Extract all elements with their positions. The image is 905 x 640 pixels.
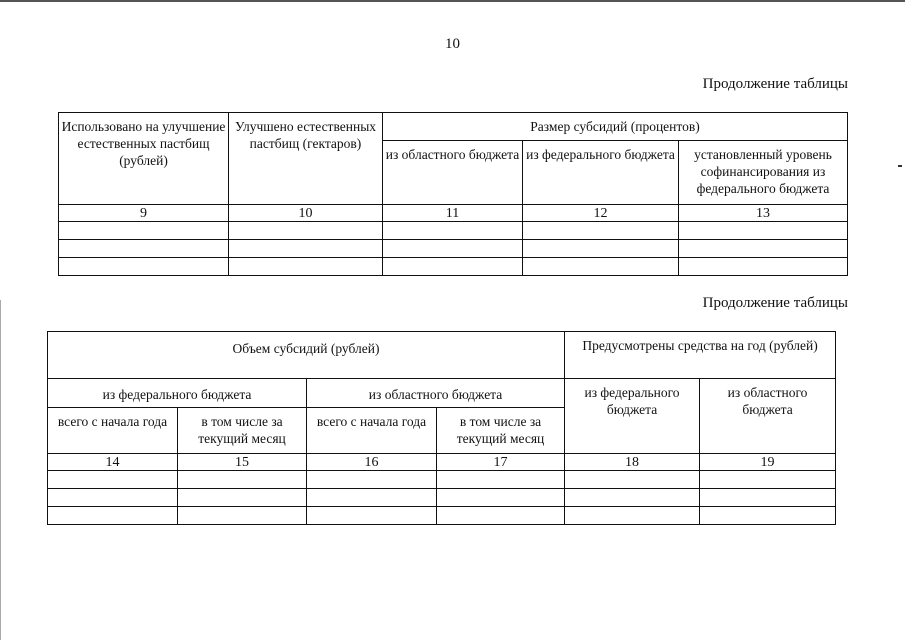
header-planned-regional: из областного бюджета bbox=[700, 379, 836, 454]
empty-cell bbox=[437, 489, 565, 507]
empty-cell bbox=[523, 240, 679, 258]
header-planned-funds: Предусмотрены средства на год (рублей) bbox=[565, 332, 836, 379]
empty-cell bbox=[48, 507, 178, 525]
empty-cell bbox=[437, 507, 565, 525]
empty-cell bbox=[700, 489, 836, 507]
empty-cell bbox=[383, 258, 523, 276]
empty-cell bbox=[383, 240, 523, 258]
empty-cell bbox=[48, 489, 178, 507]
empty-cell bbox=[229, 258, 383, 276]
column-number: 15 bbox=[178, 454, 307, 471]
column-number: 18 bbox=[565, 454, 700, 471]
empty-cell bbox=[679, 240, 848, 258]
header-subsidy-size: Размер субсидий (процентов) bbox=[383, 113, 848, 141]
empty-cell bbox=[229, 240, 383, 258]
empty-cell bbox=[523, 222, 679, 240]
empty-cell bbox=[178, 471, 307, 489]
empty-cell bbox=[383, 222, 523, 240]
empty-cell bbox=[565, 507, 700, 525]
scan-speck bbox=[898, 165, 902, 167]
empty-cell bbox=[48, 471, 178, 489]
empty-cell bbox=[178, 507, 307, 525]
empty-cell bbox=[307, 489, 437, 507]
table-row bbox=[59, 240, 848, 258]
subsidy-volume-table bbox=[47, 331, 836, 525]
header-used-on-improvement: Использовано на улучшение естественных пастбищ (рублей) bbox=[59, 113, 229, 205]
empty-cell bbox=[565, 489, 700, 507]
table-row bbox=[48, 471, 836, 489]
empty-cell bbox=[59, 258, 229, 276]
header-from-regional-budget: из областного бюджета bbox=[383, 141, 523, 205]
header-from-regional-budget: из областного бюджета bbox=[307, 379, 565, 408]
header-regional-total-since-start: всего с начала года bbox=[307, 408, 437, 454]
table-continuation-label-1: Продолжение таблицы bbox=[702, 76, 848, 92]
table-row bbox=[48, 507, 836, 525]
empty-cell bbox=[679, 222, 848, 240]
column-number: 19 bbox=[700, 454, 836, 471]
empty-cell bbox=[700, 507, 836, 525]
empty-cell bbox=[437, 471, 565, 489]
table-row bbox=[59, 222, 848, 240]
empty-cell bbox=[307, 507, 437, 525]
column-number: 14 bbox=[48, 454, 178, 471]
empty-cell bbox=[523, 258, 679, 276]
header-federal-total-since-start: всего с начала года bbox=[48, 408, 178, 454]
left-scan-edge bbox=[0, 300, 1, 640]
top-border-line bbox=[0, 0, 905, 2]
empty-cell bbox=[229, 222, 383, 240]
column-number: 13 bbox=[679, 205, 848, 222]
table-row bbox=[59, 258, 848, 276]
subsidy-size-table bbox=[58, 112, 848, 276]
table-row bbox=[48, 489, 836, 507]
header-cofinancing-level: установленный уровень софинансирования из федерального бюджета bbox=[679, 141, 848, 205]
column-number: 11 bbox=[383, 205, 523, 222]
empty-cell bbox=[307, 471, 437, 489]
column-number: 9 bbox=[59, 205, 229, 222]
empty-cell bbox=[700, 471, 836, 489]
empty-cell bbox=[679, 258, 848, 276]
header-from-federal-budget: из федерального бюджета bbox=[523, 141, 679, 205]
empty-cell bbox=[59, 222, 229, 240]
header-regional-current-month: в том числе за текущий месяц bbox=[437, 408, 565, 454]
empty-cell bbox=[59, 240, 229, 258]
header-planned-federal: из федерального бюджета bbox=[565, 379, 700, 454]
column-number: 10 bbox=[229, 205, 383, 222]
empty-cell bbox=[565, 471, 700, 489]
header-improved-pastures: Улучшено естественных пастбищ (гектаров) bbox=[229, 113, 383, 205]
column-number: 16 bbox=[307, 454, 437, 471]
table-continuation-label-2: Продолжение таблицы bbox=[702, 295, 848, 311]
column-number-row bbox=[48, 454, 836, 471]
column-number: 12 bbox=[523, 205, 679, 222]
page-number: 10 bbox=[445, 36, 460, 52]
column-number-row bbox=[59, 205, 848, 222]
column-number: 17 bbox=[437, 454, 565, 471]
header-from-federal-budget: из федерального бюджета bbox=[48, 379, 307, 408]
empty-cell bbox=[178, 489, 307, 507]
header-subsidy-volume: Объем субсидий (рублей) bbox=[48, 332, 565, 379]
header-federal-current-month: в том числе за текущий месяц bbox=[178, 408, 307, 454]
